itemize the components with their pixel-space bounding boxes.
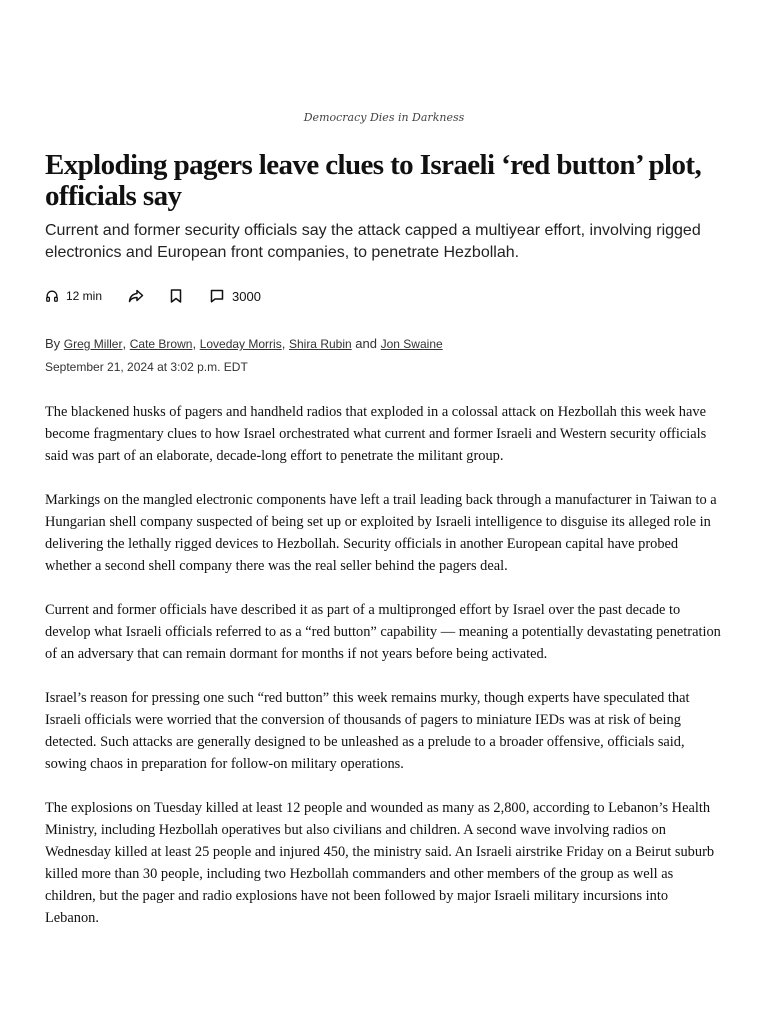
article-paragraph: Markings on the mangled electronic components have left a trail leading back through a manufacturer in Taiwan to a Hungarian shell company suspected of being set up or exploited by Israeli intelligence to disguise its alleged role in delivering the lethally rigged devices to Hezbollah. Security officials in another European capital have probed whether a second shell company there was the real seller behind the pagers deal. <box>45 492 717 574</box>
dek-container <box>45 220 725 264</box>
bookmark-button[interactable] <box>170 289 182 303</box>
article-body <box>45 401 725 951</box>
author-link[interactable]: Jon Swaine <box>380 337 443 351</box>
article-paragraph: The explosions on Tuesday killed at least 12 people and wounded as many as 2,800, according to Lebanon’s Health Ministry, including Hezbollah operatives but also civilians and children. A second wave involving radios on Wednesday killed at least 25 people and injured 450, the ministry said. An Israeli airstrike Friday on a Beirut suburb killed more than 30 people, including two Hezbollah commanders and other members of the group as well as children, but the pager and radio explosions have not been followed by major Israeli military incursions into Lebanon. <box>45 800 715 926</box>
article-paragraph: Current and former officials have described it as part of a multipronged effort by Israel over the past decade to develop what Israeli officials referred to as a “red button” capability — meaning a potentially devastating penetration of an adversary that can remain dormant for months if not years before being activated. <box>45 602 721 662</box>
author-link[interactable]: Greg Miller <box>63 337 123 351</box>
comment-icon <box>210 289 224 303</box>
publish-date: September 21, 2024 at 3:02 p.m. EDT <box>45 360 248 374</box>
byline-prefix: By <box>45 336 61 351</box>
article-paragraph: The blackened husks of pagers and handheld radios that exploded in a colossal attack on Hezbollah this week have become fragmentary clues to how Israel orchestrated what current and former Israeli and Western security officials said was part of an elaborate, decade-long effort to penetrate the militant group. <box>45 404 707 464</box>
dek: Current and former security officials say the attack capped a multiyear effort, involving rigged electronics and European front companies, to penetrate Hezbollah. <box>45 222 701 261</box>
bookmark-icon <box>170 289 182 303</box>
comments-count: 3000 <box>232 288 261 304</box>
listen-duration: 12 min <box>66 289 103 303</box>
comments-button[interactable] <box>210 289 261 304</box>
author-link[interactable]: Loveday Morris <box>199 337 282 351</box>
headphones-icon <box>45 289 59 303</box>
headline: Exploding pagers leave clues to Israeli ‘red button’ plot, officials say <box>45 149 702 212</box>
share-button[interactable] <box>128 289 144 303</box>
article-paragraph: Israel’s reason for pressing one such “red button” this week remains murky, though experts have speculated that Israeli officials were worried that the conversion of thousands of pagers to miniature IEDs was at risk of being detected. Such attacks are generally designed to be unleashed as a prelude to a broader offensive, officials said, sowing chaos in preparation for follow-on military operations. <box>45 690 690 772</box>
article-header <box>45 150 725 212</box>
masthead-tagline: Democracy Dies in Darkness <box>303 111 465 124</box>
article-actions <box>45 286 261 306</box>
byline-and: and <box>355 336 377 351</box>
author-link[interactable]: Cate Brown <box>129 337 193 351</box>
byline: By Greg Miller, Cate Brown, Loveday Morris, Shira Rubin and Jon Swaine <box>45 336 443 351</box>
author-link[interactable]: Shira Rubin <box>288 337 352 351</box>
share-icon <box>128 289 144 303</box>
listen-button[interactable] <box>45 289 102 303</box>
